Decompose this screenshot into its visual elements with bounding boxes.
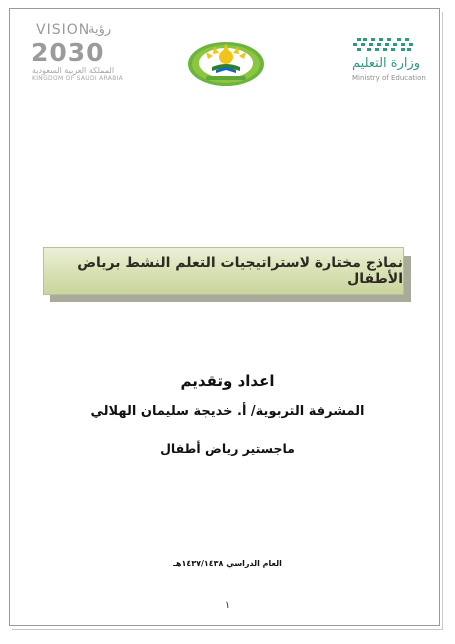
author-name: المشرفة التربوية/ أ. خديجة سليمان الهلالي bbox=[90, 404, 365, 419]
prepared-by-heading: اعداد وتقديم bbox=[180, 372, 275, 390]
vision-kingdom-arabic: المملكة العربية السعودية bbox=[32, 66, 115, 75]
vision-kingdom-english: KINGDOM OF SAUDI ARABIA bbox=[32, 75, 124, 82]
document-title: نماذج مختارة لاستراتيجيات التعلم النشط برياض الأطفال bbox=[77, 255, 403, 287]
vision-year: 2030 bbox=[31, 38, 105, 67]
academic-year: العام الدراسي ١٤٣٧/١٤٣٨هـ bbox=[173, 559, 282, 568]
ministry-arabic-name: وزارة التعليم bbox=[352, 56, 421, 71]
author-degree: ماجستير رياض أطفال bbox=[160, 441, 295, 456]
page-border bbox=[9, 8, 440, 626]
page-number: ١ bbox=[224, 600, 231, 611]
vision-word: VISION bbox=[36, 22, 91, 38]
title-banner bbox=[43, 247, 404, 295]
ministry-english-name: Ministry of Education bbox=[352, 74, 426, 82]
kindergarten-emblem-icon bbox=[186, 37, 266, 87]
vision-arabic-word: رؤية bbox=[88, 22, 112, 37]
